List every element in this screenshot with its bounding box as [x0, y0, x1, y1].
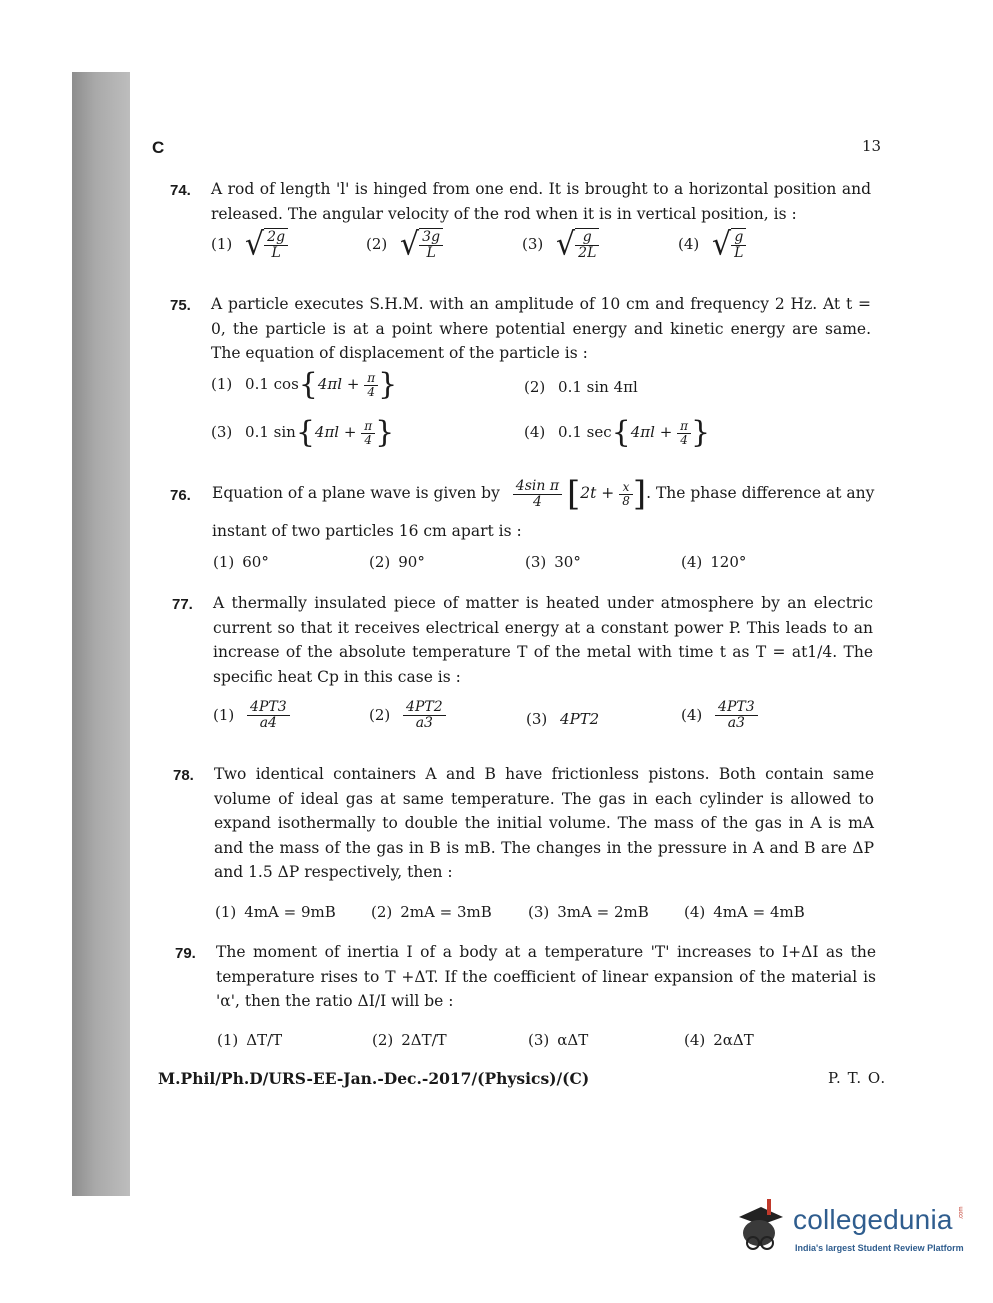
brand-tagline: India's largest Student Review Platform [795, 1243, 964, 1253]
option-denominator: L [271, 245, 281, 261]
option-text: 4mA = 4mB [713, 903, 805, 921]
option-denominator: 4 [364, 432, 372, 447]
question-79-text: The moment of inertia I of a body at a temperature 'T' increases to I+ΔI as the temperature rises to T +ΔT. If the coefficient of linear expansion of the material is 'α', then the ratio ΔI/I will be : [216, 943, 876, 1010]
option-number: (3) [528, 1031, 550, 1049]
question-76-equation-line: Equation of a plane wave is given by $\frac{\text{4sin π}}{4}$ [2t + $\frac{x}{8}$ ]. The phase difference at any [212, 474, 875, 514]
question-78-text: Two identical containers A and B have frictionless pistons. Both contain same volume of ideal gas at same temperature. The gas in each cylinder is allowed to expand isothermally to double the initial volume. The mass of the gas in A is mA and the mass of the gas in B is mB. The changes in the pressure in A and B are ΔP and 1.5 ΔP respectively, then : [214, 765, 874, 881]
option-text: 4PT2 [560, 710, 600, 728]
question-76-text-line2: instant of two particles 16 cm apart is : [212, 522, 522, 540]
option-numerator: π [364, 372, 378, 386]
option-number: (3) [211, 423, 233, 441]
page-number: 13 [862, 137, 882, 155]
question-74-number: 74. [170, 182, 191, 199]
option-prefix: 0.1 cos [245, 375, 299, 393]
option-number: (2) [524, 378, 546, 396]
question-77-text: A thermally insulated piece of matter is heated under atmosphere by an electric current so that it receives electrical energy at a constant power P. This leads to an increase of the absolute temperature T of the metal with time t as T = at1/4. The specific heat Cp in this case is : [213, 594, 873, 686]
option-number: (4) [678, 235, 700, 253]
option-numerator: 2g [264, 230, 288, 246]
wave-phase-term: 2t + [580, 484, 615, 502]
option-prefix: 0.1 sec [558, 423, 612, 441]
option-numerator: 4PT2 [403, 700, 446, 716]
option-numerator: g [731, 230, 746, 246]
question-75-option-4: (4) 0.1 sec{4πl + $\frac{\pi}{4}$ } [524, 415, 711, 450]
option-number: (1) [215, 903, 237, 921]
question-79-option-1 [217, 1031, 282, 1049]
option-number: (2) [369, 705, 391, 724]
question-74-option-2: (2) √ $\frac{3g}{L}$ [366, 228, 443, 262]
question-75-text: A particle executes S.H.M. with an amplitude of 10 cm and frequency 2 Hz. At t = 0, the particle is at a point where potential energy and kinetic energy are same. The equation of displacement of the particle is : [211, 295, 871, 362]
option-text: 120° [710, 553, 747, 571]
option-number: (3) [525, 553, 547, 571]
option-denominator: 2L [578, 245, 597, 261]
option-inner: 4πl + [314, 423, 357, 441]
brand-wordmark: collegedunia [793, 1204, 953, 1235]
option-number: (1) [211, 235, 233, 253]
question-77-option-3 [526, 710, 599, 728]
option-number: (4) [681, 553, 703, 571]
option-number: (1) [211, 375, 233, 393]
question-77-option-4 [681, 700, 758, 731]
option-denominator: a3 [415, 715, 433, 731]
paper-code: M.Phil/Ph.D/URS-EE-Jan.-Dec.-2017/(Physics)/(C) [158, 1069, 590, 1088]
question-74-option-4: (4) √ $\frac{g}{L}$ [678, 228, 746, 262]
question-75-option-1: (1) 0.1 cos{4πl + $\frac{\pi}{4}$ } [211, 367, 398, 402]
question-79-option-4 [684, 1031, 754, 1049]
question-78-option-2 [371, 903, 492, 921]
question-78-option-4 [684, 903, 805, 921]
option-prefix: 0.1 sin [245, 423, 296, 441]
wave-amplitude-numerator: 4sin π [513, 479, 562, 495]
pto-label: P. T. O. [828, 1069, 887, 1087]
option-number: (3) [522, 235, 544, 253]
question-76-option-4 [681, 553, 746, 571]
option-denominator: a3 [727, 715, 745, 731]
option-numerator: 4PT3 [715, 700, 758, 716]
option-inner: 4πl + [630, 423, 673, 441]
option-denominator: a4 [259, 715, 277, 731]
question-78-number: 78. [173, 767, 194, 784]
option-text: 2ΔT/T [401, 1031, 447, 1049]
option-denominator: L [426, 245, 436, 261]
wave-amplitude-denominator: 4 [532, 493, 542, 510]
option-denominator: L [734, 245, 744, 261]
wave-x-numerator: x [619, 481, 633, 495]
question-78-option-3 [528, 903, 649, 921]
question-76-number: 76. [170, 487, 191, 504]
option-number: (2) [369, 553, 391, 571]
question-75-number: 75. [170, 297, 191, 314]
option-number: (3) [528, 903, 550, 921]
option-number: (1) [217, 1031, 239, 1049]
option-number: (4) [684, 903, 706, 921]
question-79-option-3 [528, 1031, 588, 1049]
option-text: ΔT/T [246, 1031, 283, 1049]
question-77-option-1 [213, 700, 290, 731]
option-text: 2αΔT [713, 1031, 754, 1049]
option-number: (2) [366, 235, 388, 253]
question-74-option-3: (3) √ $\frac{g}{2L}$ [522, 228, 599, 262]
wave-x-denominator: 8 [622, 493, 630, 508]
option-numerator: π [361, 420, 375, 434]
option-number: (1) [213, 705, 235, 724]
option-number: (2) [372, 1031, 394, 1049]
question-77-number: 77. [172, 596, 193, 613]
option-denominator: 4 [367, 384, 375, 399]
option-text: 2mA = 3mB [400, 903, 492, 921]
option-text: 3mA = 2mB [557, 903, 649, 921]
option-number: (2) [371, 903, 393, 921]
option-number: (4) [524, 423, 546, 441]
question-79-option-2 [372, 1031, 447, 1049]
option-inner: 4πl + [317, 375, 360, 393]
option-numerator: 3g [419, 230, 443, 246]
question-75-option-3: (3) 0.1 sin{4πl + $\frac{\pi}{4}$ } [211, 415, 395, 450]
option-text: 4mA = 9mB [244, 903, 336, 921]
question-74-text: A rod of length 'l' is hinged from one end. It is brought to a horizontal position and released. The angular velocity of the rod when it is in vertical position, is : [211, 180, 871, 223]
option-text: 90° [398, 553, 425, 571]
option-text: 30° [554, 553, 581, 571]
question-76-text-after: . The phase difference at any [646, 484, 875, 502]
question-77-option-2 [369, 700, 446, 731]
brand-domain: .com [958, 1206, 965, 1220]
scan-shadow-strip [72, 72, 130, 1196]
series-label: C [152, 138, 165, 157]
option-text: 60° [242, 553, 269, 571]
option-numerator: g [575, 230, 599, 246]
option-text: αΔT [557, 1031, 589, 1049]
option-denominator: 4 [680, 432, 688, 447]
question-79-number: 79. [175, 945, 196, 962]
question-74-option-1: (1) √ $\frac{2g}{L}$ [211, 228, 288, 262]
option-number: (1) [213, 553, 235, 571]
option-number: (3) [526, 710, 548, 728]
option-number: (4) [684, 1031, 706, 1049]
question-78-option-1 [215, 903, 336, 921]
question-76-text-before: Equation of a plane wave is given by [212, 484, 500, 502]
question-76-option-1 [213, 553, 269, 571]
question-76-option-3 [525, 553, 581, 571]
option-number: (4) [681, 705, 703, 724]
option-text: 0.1 sin 4πl [558, 378, 638, 396]
question-76-option-2 [369, 553, 425, 571]
question-75-option-2 [524, 378, 638, 396]
option-numerator: 4PT3 [247, 700, 290, 716]
option-numerator: π [677, 420, 691, 434]
